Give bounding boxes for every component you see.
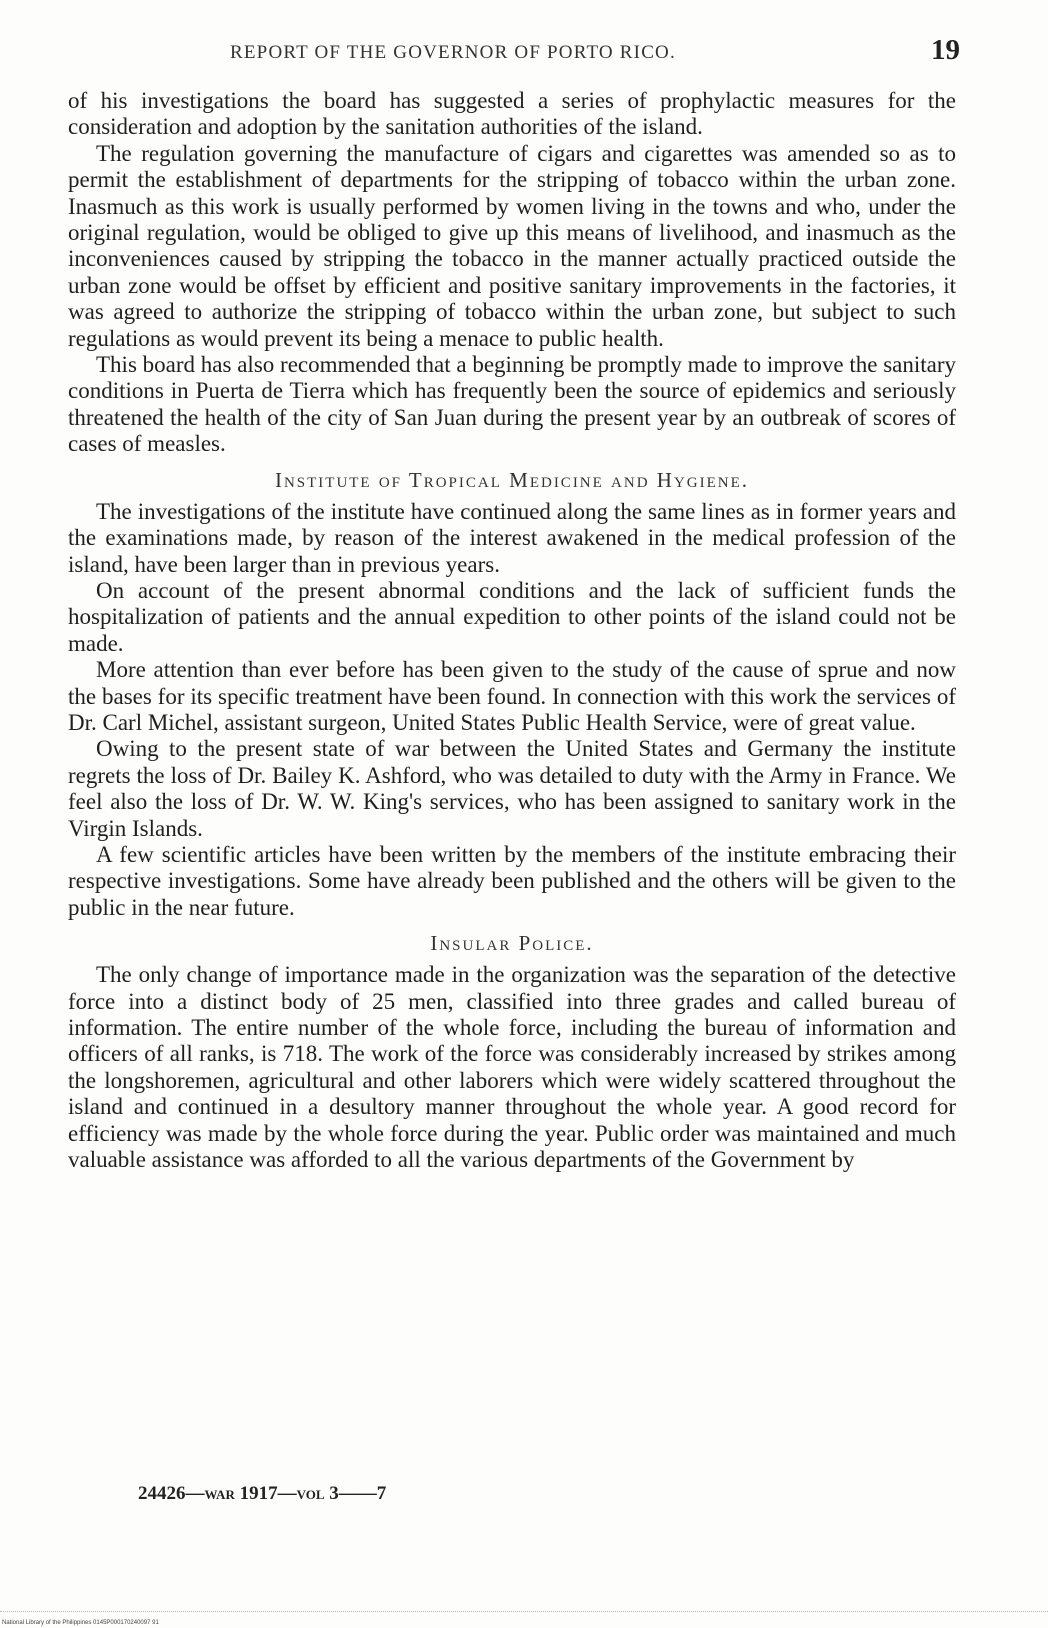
body-text [68, 88, 956, 1173]
signature-suffix: 3——7 [324, 1483, 387, 1504]
signature-vol: vol [296, 1483, 325, 1504]
section-heading-police: Insular Police. [430, 931, 594, 956]
signature-middle: 1917— [234, 1483, 297, 1504]
paragraph-war-losses: Owing to the present state of war between the United States and Germany the institute regrets the loss of Dr. Bailey K. Ashford, who was detailed to duty with the Army in France. We feel also the loss of Dr. W. W. King's services, who has been assigned to sanitary work in the Virgin Islands. [68, 736, 956, 841]
paragraph-continuation: of his investigations the board has suggested a series of prophylactic measures for the consideration and adoption by the sanitation authorities of the island. [68, 88, 956, 140]
page-number: 19 [931, 34, 960, 66]
paragraph-hospitalization: On account of the present abnormal conditions and the lack of sufficient funds the hospitalization of patients and the annual expedition to other points of the island could not be made. [68, 577, 956, 656]
library-credit: National Library of the Philippines 0145P000170240097 91 [2, 1620, 159, 1626]
bottom-divider [0, 1611, 1048, 1612]
running-head: REPORT OF THE GOVERNOR OF PORTO RICO. [230, 42, 676, 63]
paragraph-scientific-articles: A few scientific articles have been written by the members of the institute embracing their respective investigations. Some have already been published and the others will be given to the public in the near future. [68, 841, 956, 920]
paragraph-institute-investigations: The investigations of the institute have continued along the same lines as in former years and the examinations made, by reason of the interest awakened in the medical profession of the island, have been larger than in previous years. [68, 498, 956, 577]
signature-war: war [204, 1483, 235, 1504]
paragraph-sprue: More attention than ever before has been given to the study of the cause of sprue and now the bases for its specific treatment have been found. In connection with this work the services of Dr. Carl Michel, assistant surgeon, United States Public Health Service, were of great value. [68, 657, 956, 735]
section-heading-institute: Institute of Tropical Medicine and Hygiene. [274, 467, 750, 492]
signature-prefix: 24426— [138, 1483, 205, 1504]
paragraph-police: The only change of importance made in the organization was the separation of the detective force into a distinct body of 25 men, classified into three grades and called bureau of information. The entire number of the whole force, including the bureau of information and officers of all ranks, is 718. The work of the force was considerably increased by strikes among the longshoremen, agricultural and other laborers which were widely scattered throughout the island and continued in a desultory manner throughout the whole year. A good record for efficiency was made by the whole force during the year. Public order was maintained and much valuable assistance was afforded to all the various departments of the Government by [68, 962, 956, 1173]
paragraph-puerta-de-tierra: This board has also recommended that a beginning be promptly made to improve the sanitary conditions in Puerta de Tierra which has frequently been the source of epidemics and seriously threatened the health of the city of San Juan during the present year by an outbreak of scores of cases of measles. [68, 352, 956, 457]
paragraph-tobacco-regulation: The regulation governing the manufacture of cigars and cigarettes was amended so as to permit the establishment of departments for the stripping of tobacco within the urban zone. Inasmuch as this work is usually performed by women living in the towns and who, under the original regulation, would be obliged to give up this means of livelihood, and inasmuch as the inconveniences caused by stripping the tobacco in the manner actually practiced outside the urban zone would be offset by efficient and positive sanitary improvements in the factories, it was agreed to authorize the stripping of tobacco within the urban zone, but subject to such regulations as would prevent its being a menace to public health. [68, 140, 956, 351]
page-header [68, 34, 960, 74]
printer-signature [138, 1483, 386, 1505]
